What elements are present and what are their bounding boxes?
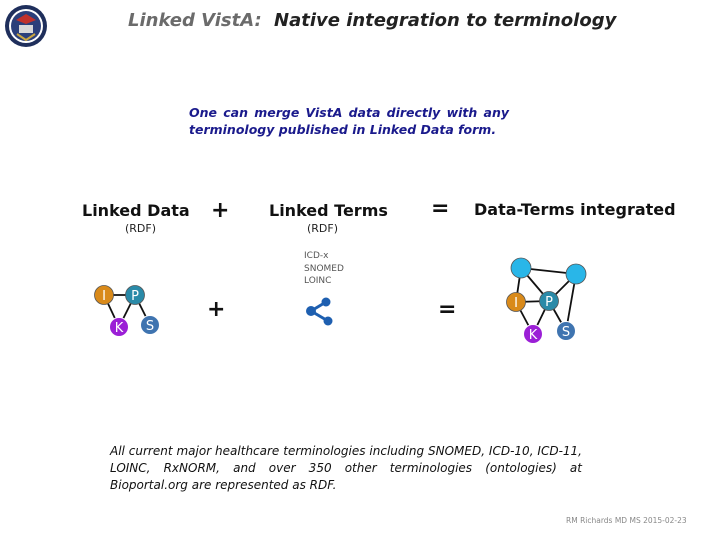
equals-operator-bottom: =: [438, 297, 457, 322]
linked-terms-heading: Linked Terms: [269, 201, 388, 220]
title-main: Native integration to terminology: [274, 10, 617, 31]
integrated-graph: [500, 255, 592, 347]
terminology-item: ICD-x: [304, 251, 329, 261]
svg-text:S: S: [561, 325, 571, 340]
node-i: [95, 286, 114, 305]
term-node: [511, 258, 531, 278]
author-credit: RM Richards MD MS 2015-02-23: [566, 516, 687, 525]
footnote-text: All current major healthcare terminologies including SNOMED, ICD-10, ICD-11, LOINC, RxNORM, and over 350 other terminologies (ontologies) at Bioportal.org are represented as RDF.: [110, 444, 582, 492]
terminology-item: LOINC: [304, 276, 332, 286]
linked-data-graph: [88, 280, 170, 340]
svg-text:I: I: [102, 289, 106, 304]
svg-text:P: P: [131, 289, 139, 304]
term-node: [566, 264, 586, 284]
node-k: [110, 318, 129, 337]
node-p: [540, 292, 559, 311]
node-p: [126, 286, 145, 305]
node-s: [557, 322, 576, 341]
node-s: [141, 316, 160, 335]
terminology-item: SNOMED: [304, 263, 344, 274]
node-i: [507, 293, 526, 312]
svg-text:S: S: [145, 319, 155, 334]
title-prefix: Linked VistA:: [128, 10, 262, 31]
plus-operator-bottom: +: [207, 297, 226, 322]
node-k: [524, 325, 543, 344]
svg-text:I: I: [514, 296, 518, 311]
terminology-list: [304, 250, 344, 288]
va-seal-logo: [4, 4, 48, 48]
svg-text:K: K: [114, 321, 124, 336]
plus-operator-top: +: [211, 198, 230, 223]
intro-text: One can merge VistA data directly with any terminology published in Linked Data form.: [189, 105, 509, 137]
slide-title: [128, 10, 616, 31]
svg-text:K: K: [528, 328, 538, 343]
linked-data-heading: Linked Data: [82, 201, 190, 220]
equals-operator-top: =: [431, 196, 450, 221]
integrated-heading: Data-Terms integrated: [474, 200, 676, 219]
svg-text:P: P: [545, 295, 553, 310]
share-graph-icon: [304, 296, 336, 326]
linked-data-sub: (RDF): [125, 222, 157, 235]
linked-terms-sub: (RDF): [307, 222, 339, 235]
